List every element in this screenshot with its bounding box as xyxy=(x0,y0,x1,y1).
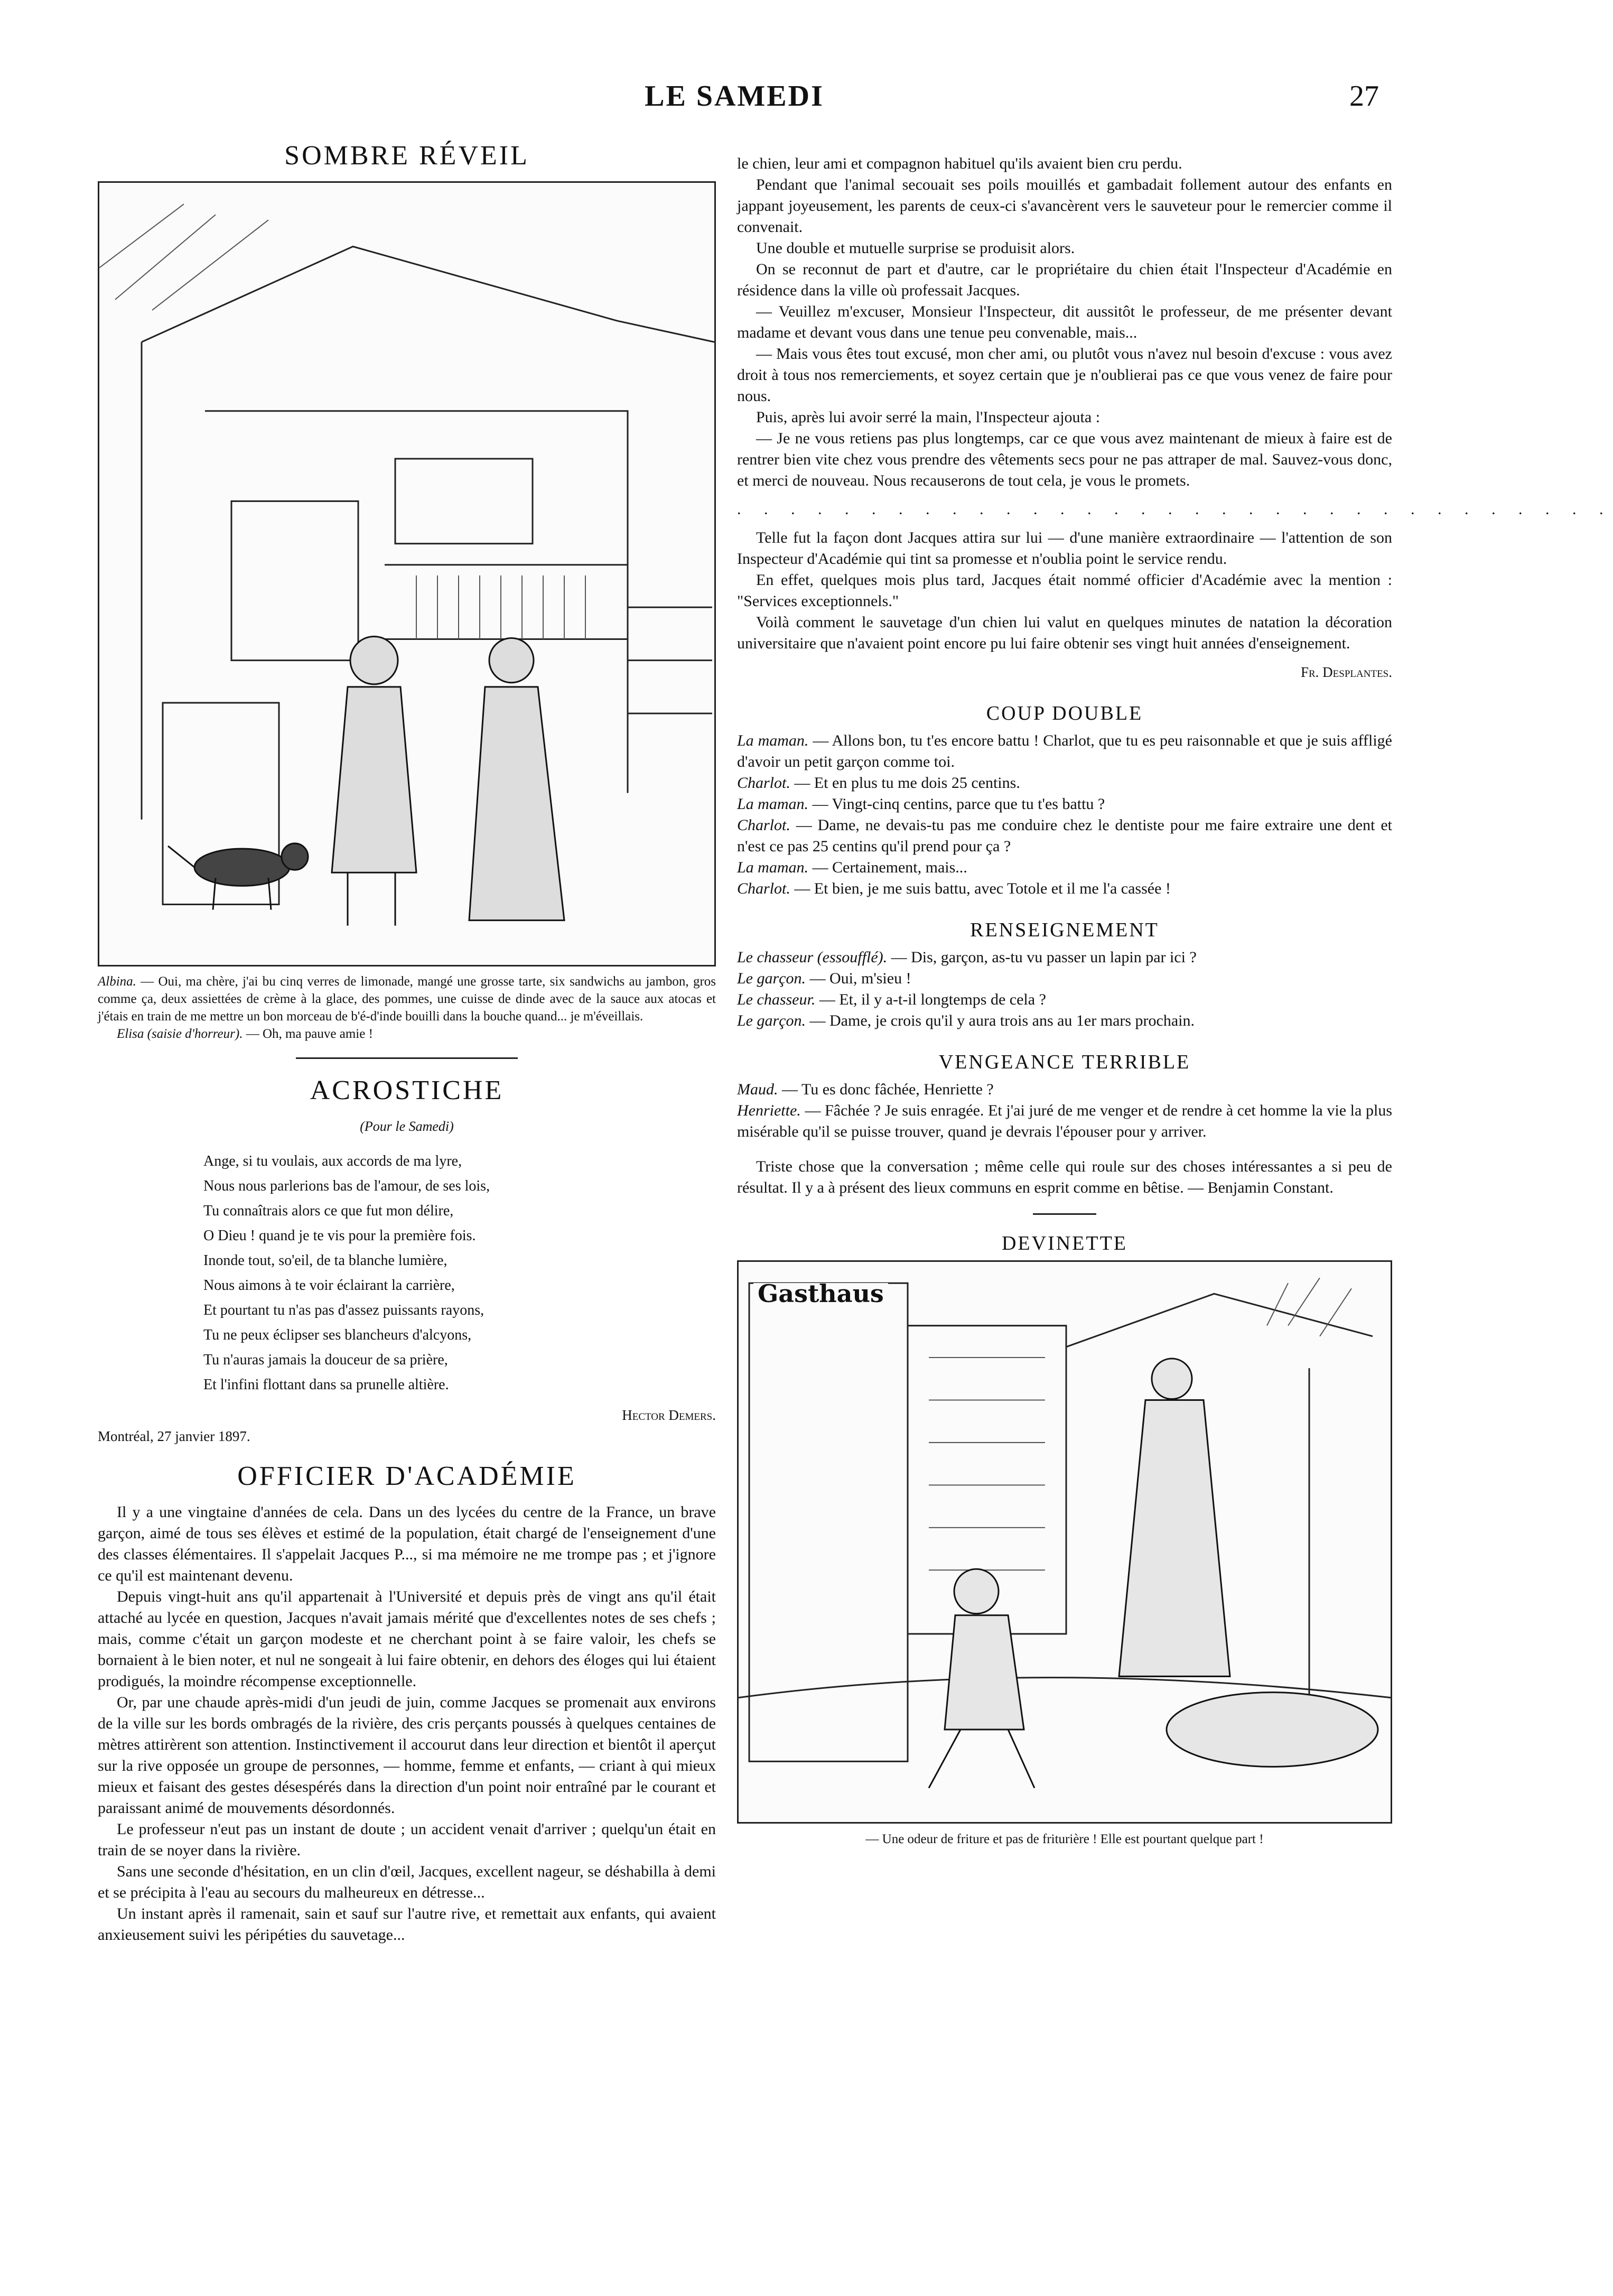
article-paragraph: Or, par une chaude après-midi d'un jeudi de juin, comme Jacques se promenait aux environs de la ville sur les bords ombragés de la rivière, des cris perçants poussés à quelques centaines de mètres attirèrent son attention. Instinctivement il accourut dans leur direction et bientôt il aperçut sur la rive opposée un groupe de personnes, — homme, femme et enfants, — criant à qui mieux mieux et faisant des gestes désespérés dans la direction d'un point noir entraîné par le courant et paraissant animé de mouvements désordonnés. xyxy=(98,1694,716,1817)
dialog-speaker: Charlot. xyxy=(737,816,790,834)
dialog-line xyxy=(737,773,1392,794)
caption-line-elisa xyxy=(98,1025,716,1043)
section-divider xyxy=(1033,1213,1096,1215)
article-paragraph: Puis, après lui avoir serré la main, l'Inspecteur ajouta : xyxy=(756,408,1101,426)
sombre-reveil-illustration xyxy=(98,181,716,966)
devinette-caption: — Une odeur de friture et pas de friturière ! Elle est pourtant quelque part ! xyxy=(865,1832,1264,1846)
article-paragraph: le chien, leur ami et compagnon habituel qu'ils avaient bien cru perdu. xyxy=(737,155,1182,172)
poem-line: Tu connaîtrais alors ce que fut mon délire, xyxy=(203,1203,454,1219)
dialog-speaker: Maud. xyxy=(737,1081,778,1098)
renseignement-title: RENSEIGNEMENT xyxy=(970,919,1159,941)
acrostiche-dedication: (Pour le Samedi) xyxy=(360,1119,454,1134)
article-paragraph: Une double et mutuelle surprise se produisit alors. xyxy=(756,239,1075,257)
masthead-title: LE SAMEDI xyxy=(645,80,824,113)
dialog-speaker: Henriette. xyxy=(737,1102,801,1119)
right-column xyxy=(737,153,1613,1850)
dialog-line xyxy=(737,857,1392,878)
poem-line: Tu ne peux éclipser ses blancheurs d'alcyons, xyxy=(203,1327,472,1343)
acrostiche-title: ACROSTICHE xyxy=(310,1075,504,1105)
winter-scene-drawing xyxy=(739,1262,1391,1822)
dialog-text: — Dame, ne devais-tu pas me conduire chez le dentiste pour me faire extraire une dent et n'est ce pas 25 centins qu'il prend pour ça ? xyxy=(737,816,1392,855)
officier-title: OFFICIER D'ACADÉMIE xyxy=(237,1461,576,1491)
left-column xyxy=(98,140,716,1946)
article-paragraph: Un instant après il ramenait, sain et sauf sur l'autre rive, et remettait aux enfants, qui avaient anxieusement suivi les péripéties du sauvetage... xyxy=(98,1905,716,1944)
coup-double-title: COUP DOUBLE xyxy=(986,702,1143,724)
caption-line-albina xyxy=(98,973,716,1025)
dialog-speaker: Le chasseur (essoufflé). xyxy=(737,949,888,966)
caption-text: — Oh, ma pauve amie ! xyxy=(243,1027,373,1041)
devinette-title: DEVINETTE xyxy=(1001,1232,1128,1254)
acrostiche-poem xyxy=(203,1149,716,1397)
dialog-line xyxy=(737,878,1392,899)
article-paragraph: — Veuillez m'excuser, Monsieur l'Inspecteur, dit aussitôt le professeur, de me présenter devant madame et devant vous dans une tenue peu convenable, mais... xyxy=(737,303,1392,341)
caption-speaker: Elisa (saisie d'horreur). xyxy=(117,1027,243,1041)
sombre-reveil-caption xyxy=(98,973,716,1043)
dialog-line xyxy=(737,968,1392,989)
dialog-text: — Et bien, je me suis battu, avec Totole et il me l'a cassée ! xyxy=(790,880,1171,897)
officier-signature: Fr. Desplantes. xyxy=(1300,664,1392,680)
dialog-line xyxy=(737,794,1392,815)
article-paragraph: Sans une seconde d'hésitation, en un clin d'œil, Jacques, excellent nageur, se déshabilla à demi et se précipita à l'eau au secours du malheureux en détresse... xyxy=(98,1863,716,1901)
dialog-line xyxy=(737,989,1392,1010)
dialog-text: — Oui, m'sieu ! xyxy=(806,970,911,987)
poem-line: Et l'infini flottant dans sa prunelle altière. xyxy=(203,1377,449,1393)
poem-line: O Dieu ! quand je te vis pour la première fois. xyxy=(203,1228,476,1244)
article-paragraph: Telle fut la façon dont Jacques attira sur lui — d'une manière extraordinaire — l'attention de son Inspecteur d'Académie qui tint sa promesse et n'oublia point le service rendu. xyxy=(737,529,1392,568)
aphorism: Triste chose que la conversation ; même celle qui roule sur des choses intéressantes a si peu de résultat. Il y a à présent des lieux communs en esprit comme en bêtise. — Benjamin Constant. xyxy=(737,1158,1392,1196)
article-paragraph: — Je ne vous retiens pas plus longtemps, car ce que vous avez maintenant de mieux à faire est de rentrer bien vite chez vous prendre des vêtements secs pour ne pas attraper de mal. Sauvez-vous donc, et merci de nouveau. Nous recauserons de tout cela, je vous le promets. xyxy=(737,430,1392,489)
page-number: 27 xyxy=(1349,80,1379,113)
devinette-illustration xyxy=(737,1260,1392,1824)
dialog-text: — Fâchée ? Je suis enragée. Et j'ai juré de me venger et de rendre à cet homme la vie la plus misérable qu'il se puisse trouver, quand je devrais l'épouser pour y arriver. xyxy=(737,1102,1392,1140)
dialog-line xyxy=(737,1010,1392,1031)
dialog-speaker: La maman. xyxy=(737,732,809,749)
article-paragraph: Depuis vingt-huit ans qu'il appartenait à l'Université et depuis près de vingt ans qu'il était attaché au lycée en question, Jacques n'avait jamais mérité que d'excellentes notes de ses chefs ; mais, comme c'était un garçon modeste et ne cherchant point à se faire valoir, les chefs se bornaient à le bien noter, et nul ne songeait à lui faire obtenir, en dehors des éloges qui lui étaient prodigués, la moindre récompense exceptionnelle. xyxy=(98,1588,716,1690)
vengeance-title: VENGEANCE TERRIBLE xyxy=(938,1051,1191,1073)
dialog-text: — Allons bon, tu t'es encore battu ! Charlot, que tu es peu raisonnable et que je suis affligé d'avoir un petit garçon comme toi. xyxy=(737,732,1392,770)
street-scene-drawing xyxy=(99,183,714,965)
article-paragraph: Pendant que l'animal secouait ses poils mouillés et gambadait follement autour des enfants en jappant joyeusement, les parents de ceux-ci s'avancèrent vers le sauveteur pour le remercier comme il convenait. xyxy=(737,176,1392,236)
dialog-text: — Et en plus tu me dois 25 centins. xyxy=(790,774,1020,792)
dialog-line xyxy=(737,815,1392,857)
dialog-text: — Certainement, mais... xyxy=(808,859,967,876)
article-paragraph: Il y a une vingtaine d'années de cela. Dans un des lycées du centre de la France, un brave garçon, aimé de tous ses élèves et estimé de la population, était chargé de l'enseignement d'une des classes élémentaires. Il s'appelait Jacques P..., si ma mémoire ne me trompe pas ; et j'ignore ce qu'il est maintenant devenu. xyxy=(98,1503,716,1584)
dialog-text: — Dame, je crois qu'il y aura trois ans au 1er mars prochain. xyxy=(806,1012,1195,1029)
section-divider xyxy=(296,1057,518,1059)
article-paragraph: On se reconnut de part et d'autre, car le propriétaire du chien était l'Inspecteur d'Académie en résidence dans la ville où professait Jacques. xyxy=(737,261,1392,299)
dialog-speaker: Charlot. xyxy=(737,774,790,792)
poem-line: Tu n'auras jamais la douceur de sa prière, xyxy=(203,1352,448,1368)
caption-text: — Oui, ma chère, j'ai bu cinq verres de limonade, mangé une grosse tarte, six sandwichs au jambon, gros comme ça, deux assiettées de crème à la glace, des pommes, une cuisse de dinde avec de la sauce aux atocas et j'étais en train de me mettre un bon morceau de b'é-d'inde bouilli dans la bouche quand... je m'éveillais. xyxy=(98,974,716,1024)
dialog-text: — Et, il y a-t-il longtemps de cela ? xyxy=(815,991,1046,1008)
poem-line: Et pourtant tu n'as pas d'assez puissants rayons, xyxy=(203,1302,484,1318)
masthead xyxy=(90,79,1379,127)
dialog-text: — Tu es donc fâchée, Henriette ? xyxy=(778,1081,994,1098)
article-paragraph: Voilà comment le sauvetage d'un chien lui valut en quelques minutes de natation la décoration universitaire que n'avaient point encore pu lui faire obtenir ses vingt huit années d'enseignement. xyxy=(737,613,1392,652)
dialog-text: — Dis, garçon, as-tu vu passer un lapin par ici ? xyxy=(887,949,1197,966)
coup-double-dialog xyxy=(737,730,1392,899)
dialog-line xyxy=(737,1100,1392,1142)
poem-line: Nous nous parlerions bas de l'amour, de ses lois, xyxy=(203,1178,490,1194)
acrostiche-signature: Hector Demers. xyxy=(622,1407,716,1423)
dialog-line xyxy=(737,1079,1392,1100)
vengeance-dialog xyxy=(737,1079,1392,1142)
dialog-speaker: La maman. xyxy=(737,795,809,813)
sombre-reveil-title: SOMBRE RÉVEIL xyxy=(284,141,529,171)
poem-line: Nous aimons à te voir éclairant la carrière, xyxy=(203,1277,455,1294)
dialog-speaker: Le chasseur. xyxy=(737,991,816,1008)
ellipsis-row: . . . . . . . . . . . . . . . . . . . . . . . . . . . . . . . . . xyxy=(737,500,1613,518)
article-paragraph: En effet, quelques mois plus tard, Jacques était nommé officier d'Académie avec la mention : "Services exceptionnels." xyxy=(737,571,1392,610)
poem-line: Ange, si tu voulais, aux accords de ma lyre, xyxy=(203,1153,462,1169)
poem-line: Inonde tout, so'eil, de ta blanche lumière, xyxy=(203,1252,447,1269)
dialog-speaker: Le garçon. xyxy=(737,1012,806,1029)
renseignement-dialog xyxy=(737,947,1392,1031)
acrostiche-dateline: Montréal, 27 janvier 1897. xyxy=(98,1428,250,1444)
caption-speaker: Albina. xyxy=(98,974,136,989)
dialog-speaker: Charlot. xyxy=(737,880,790,897)
dialog-speaker: Le garçon. xyxy=(737,970,806,987)
article-paragraph: — Mais vous êtes tout excusé, mon cher ami, ou plutôt vous n'avez nul besoin d'excuse : vous avez droit à tous nos remerciements, et soyez certain que je n'oublierai pas ce que vous venez de faire pour nous. xyxy=(737,345,1392,405)
dialog-speaker: La maman. xyxy=(737,859,809,876)
gasthaus-sign: Gasthaus xyxy=(753,1283,888,1304)
article-paragraph: Le professeur n'eut pas un instant de doute ; un accident venait d'arriver ; quelqu'un était en train de se noyer dans la rivière. xyxy=(98,1820,716,1859)
dialog-line xyxy=(737,730,1392,773)
dialog-text: — Vingt-cinq centins, parce que tu t'es battu ? xyxy=(808,795,1105,813)
dialog-line xyxy=(737,947,1392,968)
